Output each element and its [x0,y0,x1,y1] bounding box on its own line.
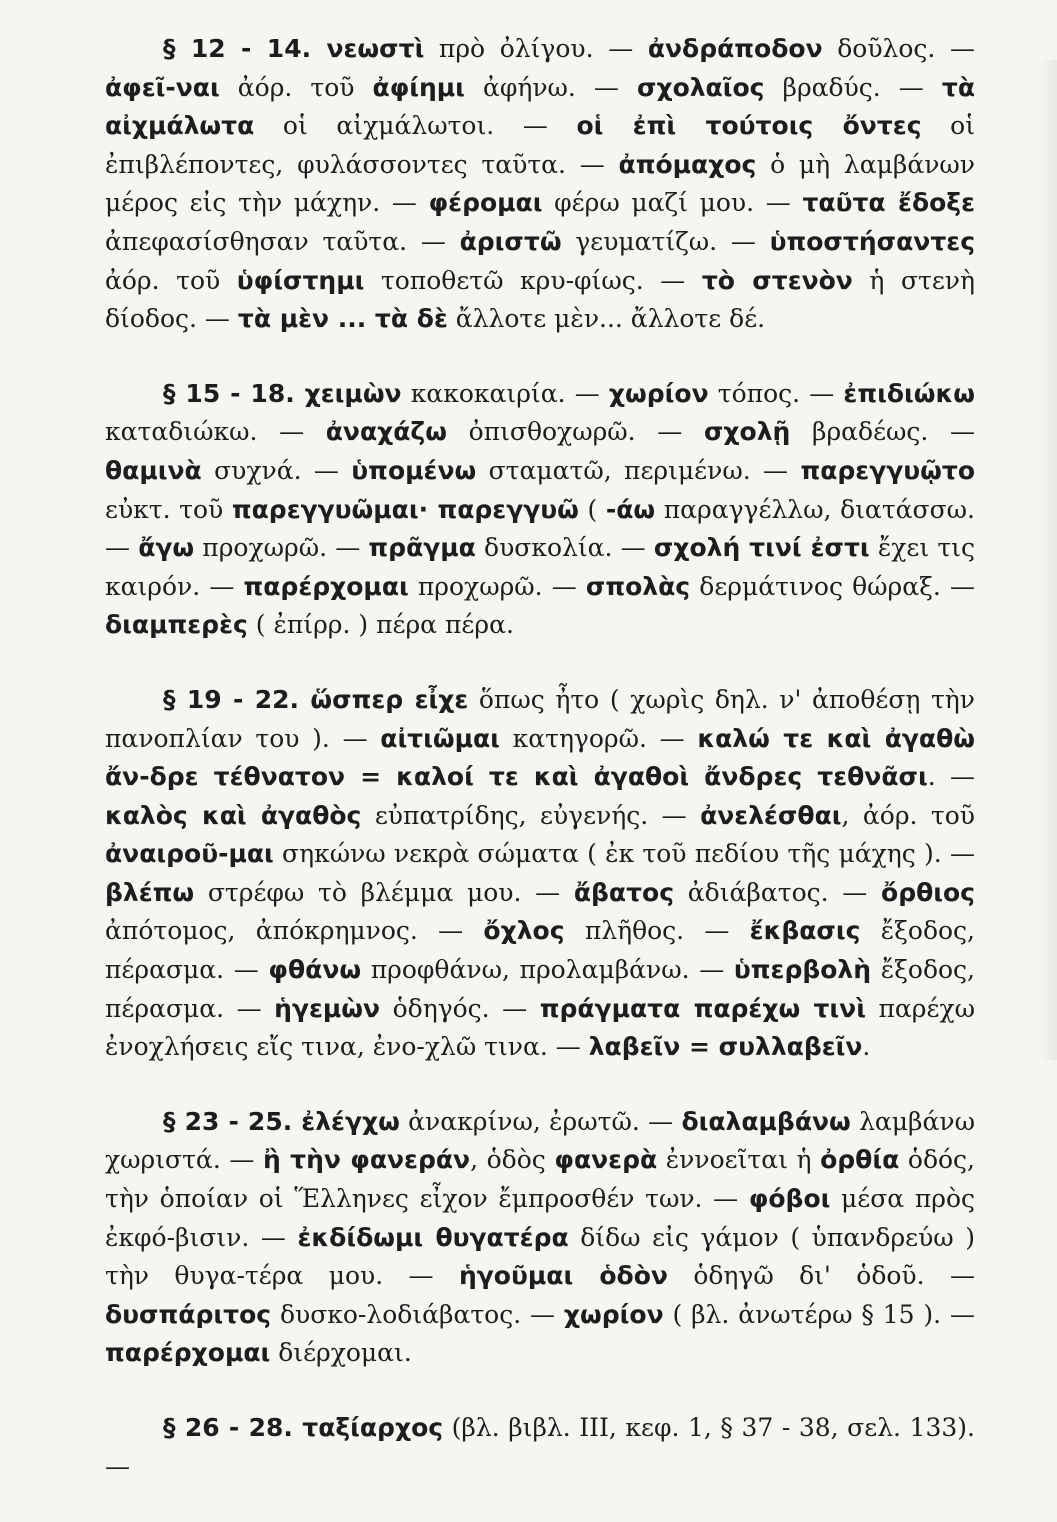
headword: χωρίον [563,1299,664,1329]
section-reference: § 23 - 25. [163,1106,302,1136]
definition-text: ὁ μὴ λαμβάνων μέρος εἰς τὴν μάχην. — [105,149,975,218]
definition-text: ἄλλοτε μὲν... ἄλλοτε δέ. [447,304,766,334]
definition-text: προχωρῶ. — [194,533,369,563]
headword: φθάνω [268,955,362,985]
headword: σχολῇ [703,417,791,447]
headword: αἰτιῶμαι [380,723,500,753]
definition-text: ὁδηγός. — [380,993,540,1023]
headword: τὰ αἰχμάλωτα [105,72,975,141]
paragraph-12-14 [105,30,975,339]
definition-text: παραγγέλλω, διατάσσω. — [105,494,975,563]
headword: παρέρχομαι [243,571,409,601]
glossary-page [105,30,975,1522]
headword: σπολὰς [585,571,691,601]
definition-text: δυσκολία. — [475,533,654,563]
definition-text: . [862,1032,871,1062]
headword: ἀφίημι [372,72,465,102]
paragraph-26-28 [105,1409,975,1486]
definition-text: ἐννοεῖται ἡ [657,1145,821,1175]
definition-text: οἱ αἰχμάλωτοι. — [254,111,577,141]
headword: -άω [605,494,656,524]
paragraph-15-18 [105,375,975,645]
headword: ὥσπερ εἶχε [310,684,469,714]
headword: πράγματα παρέχω τινὶ [539,993,866,1023]
definition-text: δερμάτινος θώραξ. — [690,571,975,601]
headword: ἐλέγχω [301,1106,400,1136]
definition-text: δυσκο-λοδιάβατος. — [271,1299,564,1329]
definition-text: ἔξοδος, πέρασμα. — [105,955,976,1023]
headword: παρεγγυῶμαι· παρεγγυῶ [231,494,579,524]
headword: χειμὼν [304,378,402,408]
headword: καλώ τε καὶ ἀγαθὼ ἄν-δρε τέθνατον = καλοί τε καὶ ἀγαθοὶ ἄνδρες τεθνᾶσι [105,723,975,792]
definition-text: κακοκαιρία. — [401,378,609,408]
paragraph-19-22 [105,681,975,1067]
definition-text: (βλ. βιβλ. III, κεφ. 1, § 37 - 38, σελ. 133).— [105,1413,975,1481]
headword: φόβοι [748,1184,831,1214]
definition-text: ἀφήνω. — [464,72,637,102]
headword: πρᾶγμα [368,533,476,563]
headword: οἱ ἐπὶ τούτοις ὄντες [576,111,922,141]
definition-text: ἔξοδος, πέρασμα. — [105,916,975,985]
headword: ἡγοῦμαι ὁδὸν [458,1261,668,1291]
headword: διαλαμβάνω [681,1106,851,1136]
headword: σχολαῖος [636,72,765,102]
definition-text: γευματίζω. — [561,226,770,256]
definition-text: λαμβάνω χωριστά. — [105,1106,975,1175]
headword: ἀνδράποδον [647,34,823,63]
headword: ὄρθιος [881,877,975,907]
definition-text: δίδω εἰς γάμον ( ὑπανδρεύω ) τὴν θυγα-τέρα μου. — [105,1222,976,1291]
definition-text: ἀνακρίνω, ἐρωτῶ. — [399,1106,682,1136]
headword: ἀριστῶ [459,226,562,256]
headword: σχολή τινί ἐστι [653,533,870,563]
definition-text: ( [578,494,606,524]
headword: θαμινὰ [105,455,202,485]
headword: ἀπόμαχος [618,149,757,179]
definition-text: ἀπεφασίσθησαν ταῦτα. — [105,226,460,256]
definition-text: συχνά. — [201,455,352,485]
definition-text: σταματῶ, περιμένω. — [476,455,801,485]
headword: ὑποστήσαντες [769,226,976,256]
headword: ἀναχάζω [325,417,447,447]
definition-text: ὀπισθοχωρῶ. — [446,417,704,447]
definition-text: , ἀόρ. τοῦ [841,800,975,830]
definition-text: , ὁδὸς [470,1145,555,1175]
definition-text: βραδύς. — [764,72,942,102]
headword: διαμπερὲς [105,610,248,640]
section-reference: § 15 - 18. [163,378,305,408]
definition-text: ἀόρ. τοῦ [219,72,373,102]
section-reference: § 12 - 14. [163,34,327,63]
definition-text: προχωρῶ. — [408,571,586,601]
headword: ὑπομένω [351,455,477,485]
definition-text: ἀπότομος, ἀπόκρημνος. — [105,916,484,946]
definition-text: προφθάνω, προλαμβάνω. — [361,955,734,985]
section-reference: § 26 - 28. [163,1413,303,1442]
definition-text: ὁδηγῶ δι' ὁδοῦ. — [667,1261,975,1291]
headword: παρεγγυῷτο [800,455,975,485]
headword: καλὸς καὶ ἀγαθὸς [105,800,362,830]
definition-text: ἀόρ. τοῦ [105,265,237,295]
definition-text: ἔχει τις καιρόν. — [105,533,975,601]
headword: ταξίαρχος [302,1413,444,1442]
section-reference: § 19 - 22. [163,684,311,714]
headword: ὑπερβολὴ [733,955,872,985]
headword: βλέπω [105,877,195,907]
definition-text: ὅπως ἦτο ( χωρὶς δηλ. ν' ἀποθέσῃ τὴν πανοπλίαν του ). — [105,684,975,753]
headword: ἀναιροῦ-μαι [105,839,274,869]
definition-text: ἡ στενὴ δίοδος. — [105,265,975,334]
definition-text: διέρχομαι. [270,1338,412,1368]
definition-text: παρέχω ἐνοχλήσεις εἴς τινα, ἐνο-χλῶ τινα. — [105,993,975,1062]
headword: λαβεῖν = συλλαβεῖν [588,1032,863,1062]
definition-text: σηκώνω νεκρὰ σώματα ( ἐκ τοῦ πεδίου τῆς μάχης ). — [273,839,975,869]
headword: ἐκδίδωμι θυγατέρα [297,1222,569,1252]
headword: ἡγεμὼν [274,993,381,1023]
headword: τὰ μὲν ... τὰ δὲ [237,304,448,334]
definition-text: στρέφω τὸ βλέμμα μου. — [194,877,574,907]
headword: ὄχλος [483,916,565,946]
paragraph-23-25 [105,1103,975,1373]
headword: τὸ στενὸν [701,265,853,295]
definition-text: τόπος. — [708,378,844,408]
definition-text: φέρω μαζί μου. — [542,188,803,218]
headword: ὑφίστημι [236,265,365,295]
page-edge-bleed [1040,60,1057,1060]
definition-text: κατηγορῶ. — [499,723,698,753]
headword: ἔκβασις [749,916,861,946]
headword: φανερὰ [554,1145,658,1175]
definition-text: βραδέως. — [790,417,976,447]
headword: ἄβατος [573,877,675,907]
headword: ἀνελέσθαι [700,800,842,830]
definition-text: εὐκτ. τοῦ [105,494,232,524]
headword: παρέρχομαι [105,1338,271,1368]
headword: ἀφεῖ-ναι [105,72,220,102]
headword: ἐπιδιώκω [843,378,975,408]
headword: δυσπάριτος [105,1299,272,1329]
definition-text: . — [927,762,975,792]
headword: ταῦτα ἔδοξε [802,188,975,218]
headword: ἄγω [138,533,195,563]
headword: ὀρθία [820,1145,900,1175]
definition-text: καταδιώκω. — [105,417,326,447]
definition-text: ( βλ. ἀνωτέρω § 15 ). — [663,1299,975,1329]
headword: χωρίον [608,378,709,408]
definition-text: πρὸ ὀλίγου. — [424,34,648,63]
definition-text: πλῆθος. — [564,916,750,946]
headword: νεωστὶ [326,34,425,63]
definition-text: δοῦλος. — [822,34,975,63]
definition-text: εὐπατρίδης, εὐγενής. — [361,800,701,830]
definition-text: ( ἐπίρρ. ) πέρα πέρα. [247,610,514,640]
definition-text: ἀδιάβατος. — [674,877,882,907]
definition-text: μέσα πρὸς ἐκφό-βισιν. — [105,1184,975,1252]
definition-text: ὁδός, τὴν ὁποίαν οἱ Ἕλληνες εἶχον ἔμπροσθέν των. — [105,1145,975,1214]
definition-text: οἱ ἐπιβλέποντες, φυλάσσοντες ταῦτα. — [105,111,976,179]
definition-text: τοποθετῶ κρυ-φίως. — [364,265,702,295]
headword: ἢ τὴν φανεράν [262,1145,471,1175]
headword: φέρομαι [428,188,543,218]
